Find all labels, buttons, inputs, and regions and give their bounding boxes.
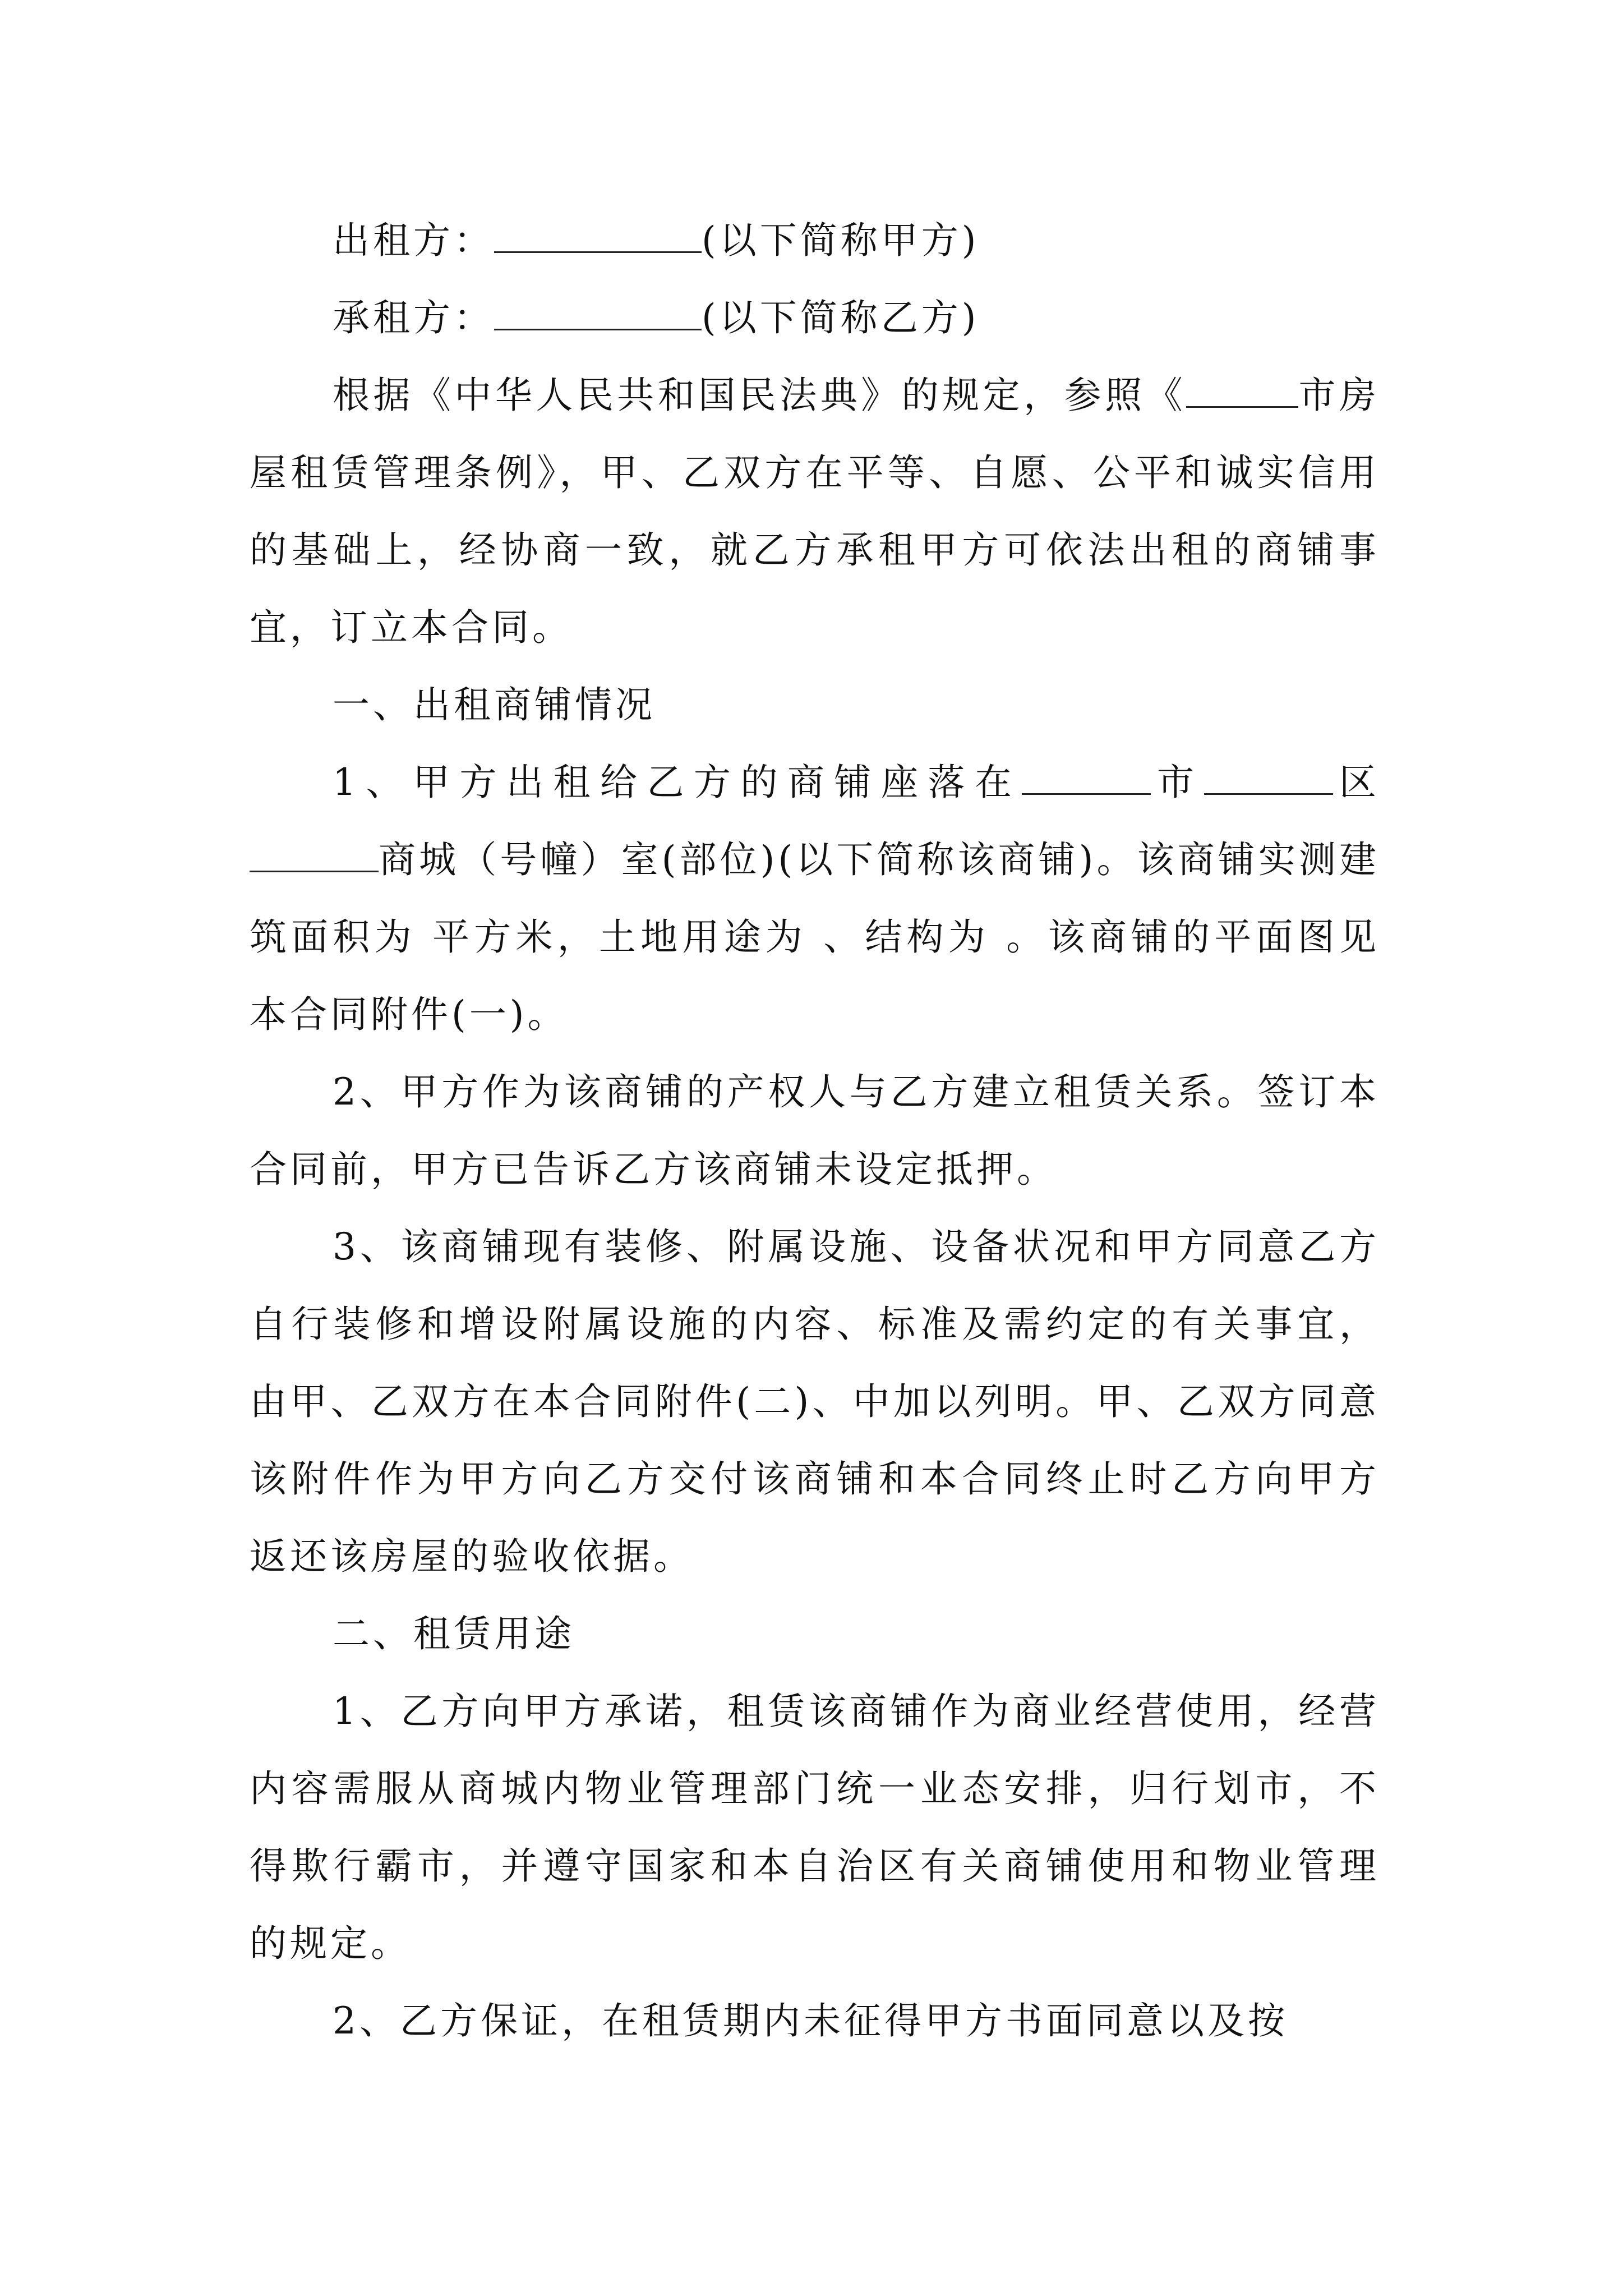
lessor-label: 出租方：	[333, 219, 494, 262]
item1-text-2: 市	[1150, 761, 1204, 804]
lessor-suffix: (以下简称甲方)	[702, 219, 980, 262]
lessee-label: 承租方：	[333, 296, 494, 339]
section1-item2: 2、甲方作为该商铺的产权人与乙方建立租赁关系。签订本合同前，甲方已告诉乙方该商铺未设定抵押。	[250, 1070, 1380, 1191]
mall-blank	[250, 838, 379, 872]
lessor-line	[250, 202, 1380, 279]
section2-item2: 2、乙方保证，在租赁期内未征得甲方书面同意以及按	[333, 1999, 1288, 2042]
section2-heading: 二、租赁用途	[333, 1612, 575, 1655]
section2-item1: 1、乙方向甲方承诺，租赁该商铺作为商业经营使用，经营内容需服从商城内物业管理部门统一业态安排，归行划市，不得欺行霸市，并遵守国家和本自治区有关商铺使用和物业管理的规定。	[250, 1690, 1380, 1965]
intro-paragraph	[250, 357, 1380, 666]
intro-text-1: 根据《中华人民共和国民法典》的规定，参照《	[333, 374, 1187, 417]
intro-text-2: 市房屋租赁管理条例》，甲、乙双方在平等、自愿、公平和诚实信用的基础上，经协商一致，就乙方承租甲方可依法出租的商铺事宜，订立本合同。	[250, 374, 1380, 649]
section1-item1	[250, 744, 1380, 1053]
lessee-suffix: (以下简称乙方)	[702, 296, 980, 339]
item1-text-4: 商城（号幢）室(部位)(以下简称该商铺)。该商铺实测建筑面积为 平方米，土地用途为 、结构为 。该商铺的平面图见本合同附件(一)。	[250, 838, 1380, 1036]
city-blank	[1022, 760, 1151, 795]
item1-text-3: 区	[1332, 761, 1380, 804]
city-name-blank	[1186, 373, 1298, 408]
lessee-line	[250, 279, 1380, 357]
lessee-name-blank	[494, 296, 702, 330]
contract-body	[250, 202, 1380, 2060]
item1-text-1: 1、甲方出租给乙方的商铺座落在	[333, 761, 1022, 804]
section1-heading: 一、出租商铺情况	[333, 683, 656, 726]
lessor-name-blank	[494, 218, 702, 253]
section1-item3: 3、该商铺现有装修、附属设施、设备状况和甲方同意乙方自行装修和增设附属设施的内容、标准及需约定的有关事宜，由甲、乙双方在本合同附件(二)、中加以列明。甲、乙双方同意该附件作为甲方向乙方交付该商铺和本合同终止时乙方向甲方返还该房屋的验收依据。	[250, 1225, 1380, 1578]
district-blank	[1204, 760, 1333, 795]
